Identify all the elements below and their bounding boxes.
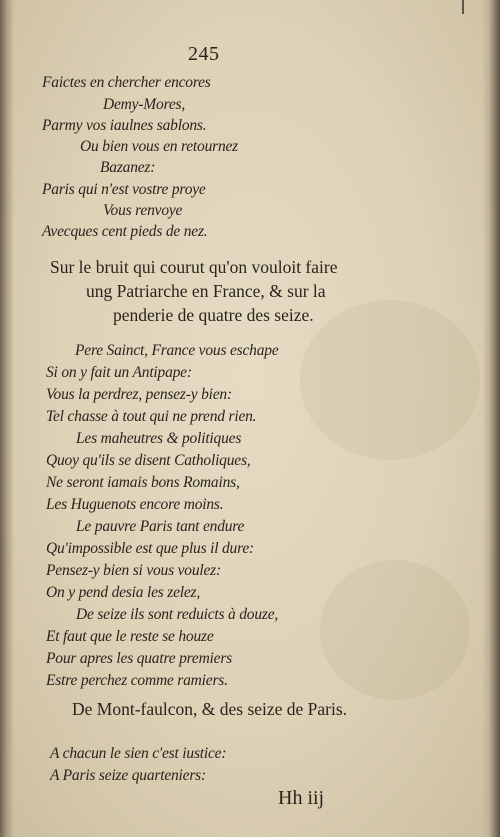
verse-line: A Paris seize quarteniers: — [50, 767, 206, 784]
verse-line: Les Huguenots encore moins. — [46, 496, 224, 513]
verse-line: Ou bien vous en retournez — [80, 138, 239, 155]
section-heading-line: ung Patriarche en France, & sur la — [86, 281, 326, 301]
verse-line: Ne seront iamais bons Romains, — [46, 474, 240, 491]
verse-line: Les maheutres & politiques — [76, 430, 242, 447]
corner-mark — [462, 0, 464, 14]
verse-line: Parmy vos iaulnes sablons. — [42, 117, 207, 134]
page-left-edge-shadow — [0, 0, 14, 837]
section-heading: De Mont-faulcon, & des seize de Paris. — [72, 699, 348, 719]
section-heading-line: penderie de quatre des seize. — [113, 305, 314, 325]
verse-line: Tel chasse à tout qui ne prend rien. — [46, 408, 257, 425]
section-heading-line: Sur le bruit qui courut qu'on vouloit faire — [50, 257, 338, 277]
verse-line: Pere Sainct, France vous eschape — [75, 342, 279, 359]
paper-stain — [300, 300, 480, 460]
verse-line: On y pend desia les zelez, — [46, 584, 201, 601]
verse-line: Le pauvre Paris tant endure — [76, 518, 245, 535]
verse-line: Vous la perdrez, pensez-y bien: — [46, 386, 232, 403]
verse-line: Paris qui n'est vostre proye — [42, 181, 206, 198]
verse-line: Qu'impossible est que plus il dure: — [46, 540, 254, 557]
verse-line: Vous renvoye — [103, 202, 183, 219]
verse-line: Si on y fait un Antipape: — [46, 364, 192, 381]
signature-mark: Hh iij — [278, 787, 325, 809]
verse-line: Demy-Mores, — [103, 96, 186, 113]
verse-line: Pensez-y bien si vous voulez: — [46, 562, 221, 579]
verse-line: Quoy qu'ils se disent Catholiques, — [46, 452, 251, 469]
verse-line: Faictes en chercher encores — [42, 74, 211, 91]
verse-line: Avecques cent pieds de nez. — [42, 223, 208, 240]
verse-line: Bazanez: — [100, 159, 156, 176]
verse-line: Pour apres les quatre premiers — [46, 650, 233, 667]
verse-line: De seize ils sont reduicts à douze, — [76, 606, 279, 623]
verse-line: Estre perchez comme ramiers. — [46, 672, 228, 689]
page-right-edge-shadow — [482, 0, 500, 837]
paper-stain — [320, 560, 470, 700]
page-number: 245 — [188, 43, 220, 65]
verse-line: Et faut que le reste se houze — [46, 628, 214, 645]
verse-line: A chacun le sien c'est iustice: — [50, 745, 227, 762]
